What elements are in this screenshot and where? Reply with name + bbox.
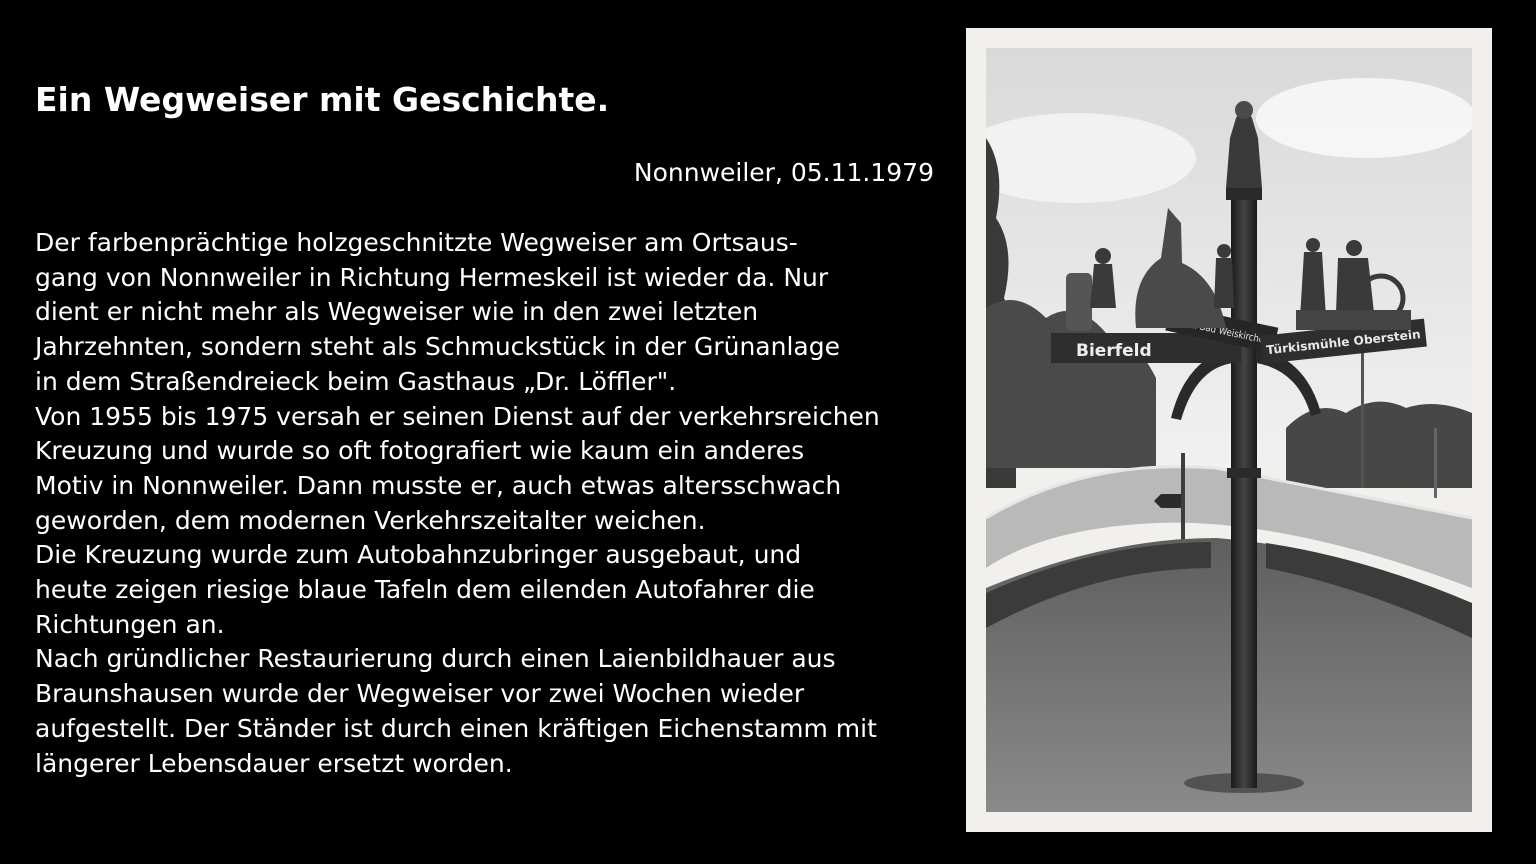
body-line: dient er nicht mehr als Wegweiser wie in den zwei letzten bbox=[35, 297, 759, 327]
sign-left-label: Bierfeld bbox=[1076, 341, 1152, 361]
signpost-photo bbox=[966, 28, 1492, 832]
article-body bbox=[35, 226, 965, 781]
body-line: Motiv in Nonnweiler. Dann musste er, auch etwas altersschwach bbox=[35, 470, 842, 500]
sign-center-label: Kastel-Bad Weiskirchen bbox=[1170, 315, 1287, 351]
date-line: Nonnweiler, 05.11.1979 bbox=[633, 158, 934, 187]
body-line: Der farbenprächtige holzgeschnitzte Wegweiser am Ortsaus- bbox=[35, 228, 798, 257]
body-line: geworden, dem modernen Verkehrszeitalter weichen. bbox=[35, 505, 706, 535]
body-line: heute zeigen riesige blaue Tafeln dem eilenden Autofahrer die bbox=[35, 575, 815, 605]
body-line: in dem Straßendreieck beim Gasthaus „Dr. Löffler". bbox=[35, 366, 677, 396]
sign-right-label: Türkismühle Oberstein bbox=[1265, 327, 1420, 358]
body-line: Nach gründlicher Restaurierung durch einen Laienbildhauer aus bbox=[35, 644, 836, 674]
body-line: aufgestellt. Der Ständer ist durch einen kräftigen Eichenstamm mit bbox=[35, 713, 877, 743]
body-line: Kreuzung und wurde so oft fotografiert wie kaum ein anderes bbox=[35, 436, 805, 466]
body-line: längerer Lebensdauer ersetzt worden. bbox=[35, 748, 513, 778]
body-line: Von 1955 bis 1975 versah er seinen Dienst auf der verkehrsreichen bbox=[35, 401, 880, 431]
body-line: Richtungen an. bbox=[35, 609, 225, 639]
body-line: Jahrzehnten, sondern steht als Schmuckstück in der Grünanlage bbox=[35, 332, 840, 362]
page-title: Ein Wegweiser mit Geschichte. bbox=[35, 80, 610, 119]
body-line: Die Kreuzung wurde zum Autobahnzubringer ausgebaut, und bbox=[35, 540, 802, 570]
signpost-photo-image bbox=[986, 48, 1472, 812]
signpost-pole bbox=[1231, 188, 1257, 788]
body-line: gang von Nonnweiler in Richtung Hermeskeil ist wieder da. Nur bbox=[35, 262, 829, 292]
body-line: Braunshausen wurde der Wegweiser vor zwei Wochen wieder bbox=[35, 679, 805, 709]
